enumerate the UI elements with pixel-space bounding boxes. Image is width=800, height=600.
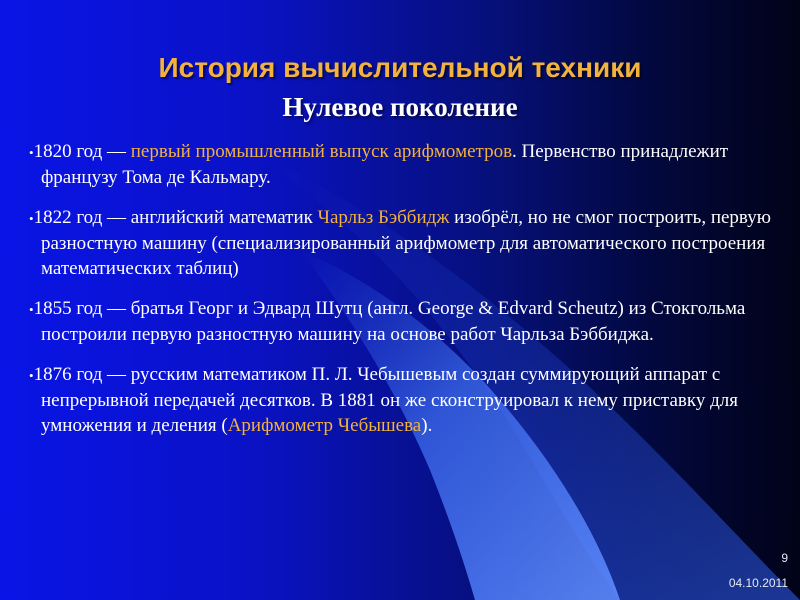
item-text: 1855 год — братья Георг и Эдвард Шутц (англ. George & Edvard Scheutz) из Стокгольма построили первую разностную машину на основе работ Чарльза Бэббиджа. <box>33 298 746 345</box>
highlight-babbage: Чарльз Бэббидж <box>317 207 450 228</box>
item-text: 1876 год — русским математиком П. Л. Чебышевым создан суммирующий аппарат с непрерывной передачей десятков. В 1881 он же сконструировал к нему приставку для умножения и деления ( <box>33 364 738 436</box>
bullet-marker: • <box>29 368 34 383</box>
slide-title: История вычислительной техники <box>158 52 642 83</box>
bullet-list <box>29 139 774 453</box>
highlight-chebyshev-arithmometer: Арифмометр Чебышева <box>227 415 422 436</box>
slide-subtitle: Нулевое поколение <box>282 92 518 122</box>
bullet-marker: • <box>29 302 34 317</box>
slide-date: 04.10.2011 <box>728 576 788 590</box>
item-text: изобрёл, но не смог построить, первую разностную машину (специализированный арифмометр для автоматического построения математических таблиц) <box>41 207 771 279</box>
bullet-item-1855 <box>29 296 774 347</box>
item-text: ). <box>421 415 433 436</box>
item-text: 1820 год — <box>33 141 131 162</box>
highlight-arithmometers: первый промышленный выпуск арифмометров <box>130 141 513 162</box>
bullet-marker: • <box>29 145 34 160</box>
bullet-item-1820 <box>29 139 774 190</box>
page-number: 9 <box>781 551 788 565</box>
bullet-marker: • <box>29 211 34 226</box>
item-text: . Первенство принадлежит французу Тома де Кальмару. <box>41 141 729 188</box>
bullet-item-1822 <box>29 205 774 281</box>
bullet-item-1876 <box>29 362 774 438</box>
item-text: 1822 год — английский математик <box>33 207 318 228</box>
